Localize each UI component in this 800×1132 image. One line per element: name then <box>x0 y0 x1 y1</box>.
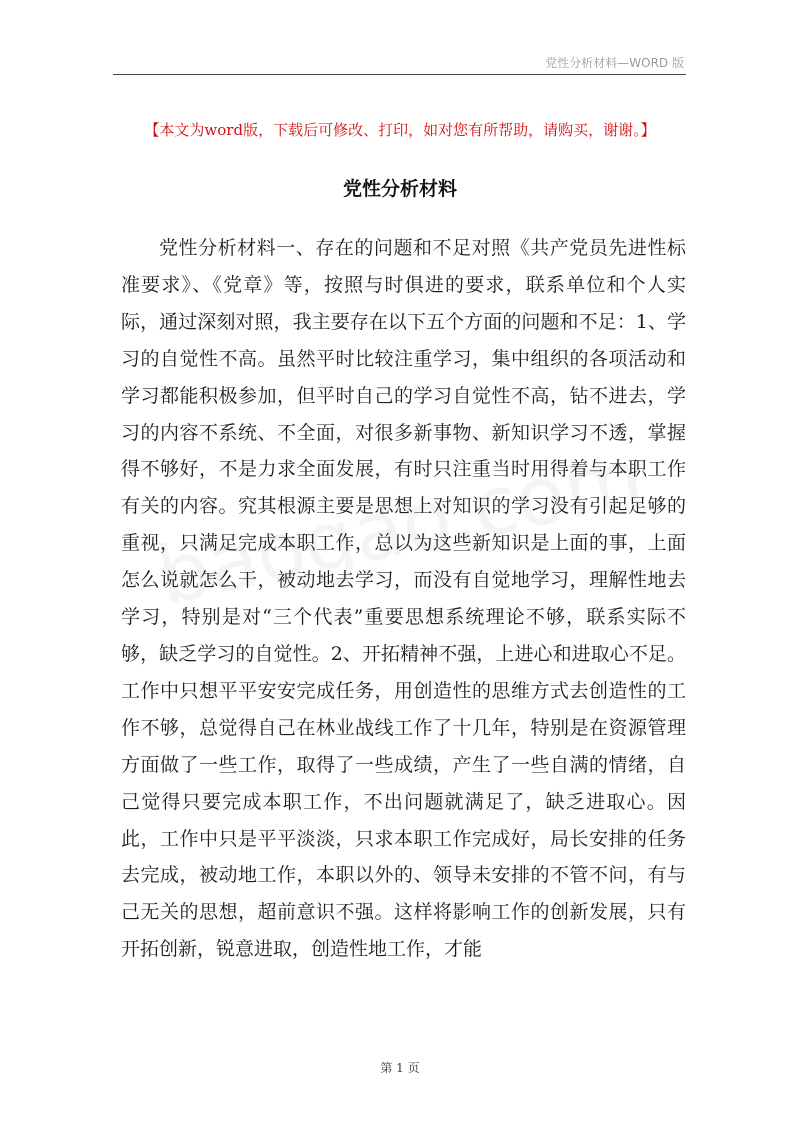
purchase-notice: 【本文为word版，下载后可修改、打印，如对您有所帮助，请购买，谢谢。】 <box>144 121 656 139</box>
document-title: 党性分析材料 <box>342 178 457 200</box>
page-number: 第 1 页 <box>380 1061 420 1075</box>
body-paragraph: 党性分析材料一、存在的问题和不足对照《共产党员先进性标准要求》、《党章》等，按照与时俱进的要求，联系单位和个人实际，通过深刻对照，我主要存在以下五个方面的问题和不足：1、学习的自觉性不高。虽然平时比较注重学习，集中组织的各项活动和学习都能积极参加，但平时自己的学习自觉性不高，钻不进去，学习的内容不系统、不全面，对很多新事物、新知识学习不透，掌握得不够好，不是力求全面发展，有时只注重当时用得着与本职工作有关的内容。究其根源主要是思想上对知识的学习没有引起足够的重视，只满足完成本职工作，总以为这些新知识是上面的事，上面怎么说就怎么干，被动地去学习，而没有自觉地学习，理解性地去学习，特别是对“三个代表”重要思想系统理论不够，联系实际不够，缺乏学习的自觉性。2、开拓精神不强，上进心和进取心不足。工作中只想平平安安完成任务，用创造性的思维方式去创造性的工作不够，总觉得自己在林业战线工作了十几年，特别是在资源管理方面做了一些工作，取得了一些成绩，产生了一些自满的情绪，自己觉得只要完成本职工作，不出问题就满足了，缺乏进取心。因此，工作中只是平平淡淡，只求本职工作完成好，局长安排的任务去完成，被动地工作，本职以外的、领导未安排的不管不问，有与己无关的思想，超前意识不强。这样将影响工作的创新发展，只有开拓创新，锐意进取，创造性地工作，才能 <box>121 237 686 961</box>
header-title: 党性分析材料—WORD 版 <box>545 56 684 70</box>
page-header <box>113 52 686 75</box>
